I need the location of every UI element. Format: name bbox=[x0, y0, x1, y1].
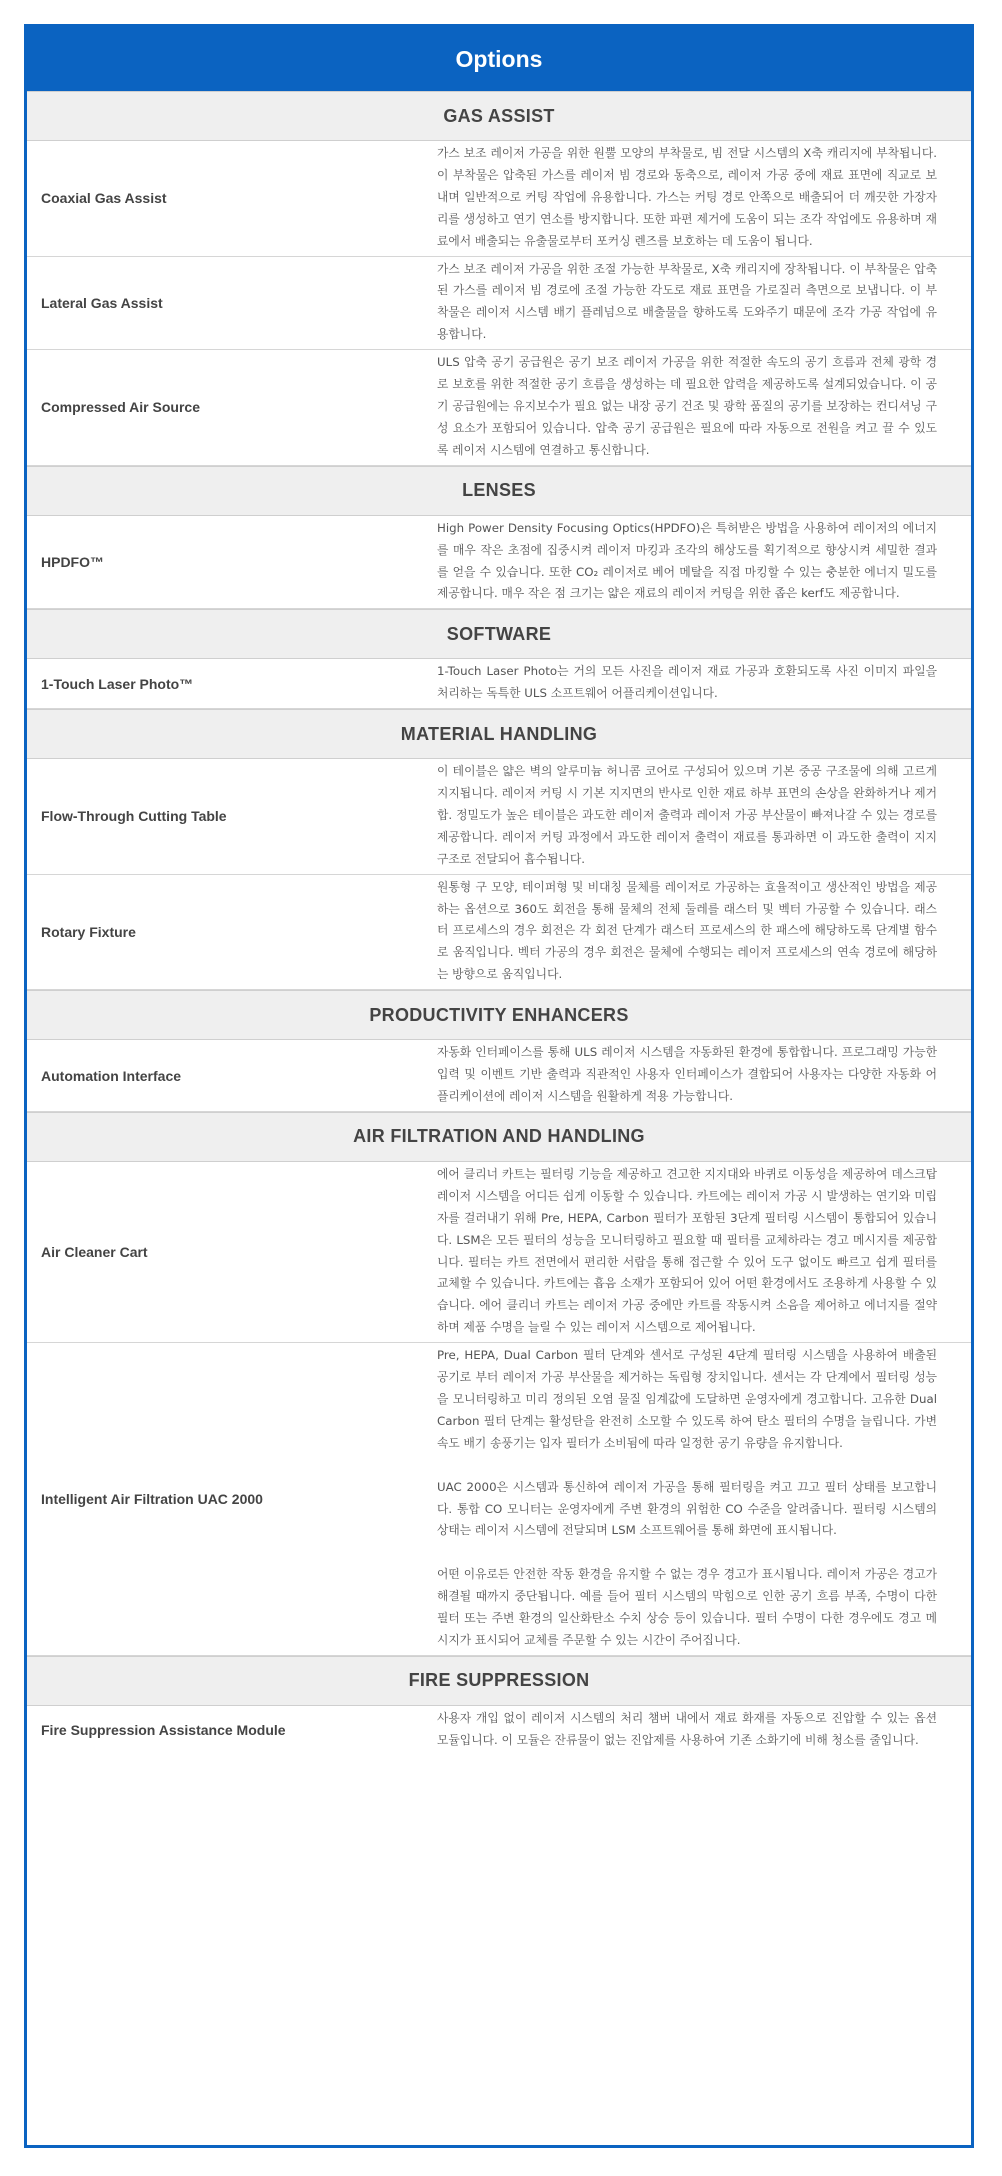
option-row-rotary-fixture bbox=[27, 875, 971, 991]
option-row-1-touch-laser-photo bbox=[27, 659, 971, 709]
option-name: Rotary Fixture bbox=[41, 923, 136, 940]
option-description: High Power Density Focusing Optics(HPDFO)은 특허받은 방법을 사용하여 레이저의 에너지를 매우 작은 초점에 집중시켜 레이저 마킹과 조각의 해상도를 획기적으로 향상시켜 세밀한 결과를 얻을 수 있습니다. 또한 CO₂ 레이저로 베어 메탈을 직접 마킹할 수 있는 충분한 에너지 밀도를 제공합니다. 매우 작은 점 크기는 얇은 재료의 레이저 커팅을 위한 좁은 kerf도 제공합니다. bbox=[437, 520, 937, 601]
option-name: 1-Touch Laser Photo™ bbox=[41, 675, 194, 692]
option-description: 가스 보조 레이저 가공을 위한 원뿔 모양의 부착물로, 빔 전달 시스템의 X축 캐리지에 부착됩니다. 이 부착물은 압축된 가스를 레이저 빔 경로와 동축으로, 레이저 가공 중에 재료 표면에 직교로 보내며 일반적으로 커팅 작업에 유용합니다. 가스는 커팅 경로 안쪽으로 배출되어 더 깨끗한 가장자리를 생성하고 연기 연소를 방지합니다. 또한 파편 제거에 도움이 되는 조각 작업에도 유용하며 재료에서 배출되는 유출물로부터 포커싱 렌즈를 보호하는 데 도움이 됩니다. bbox=[437, 146, 937, 248]
option-description: Pre, HEPA, Dual Carbon 필터 단계와 센서로 구성된 4단계 필터링 시스템을 사용하여 배출된 공기로 부터 레이저 가공 부산물을 제거하는 독립형 장치입니다. 센서는 각 단계에서 필터링 성능을 모니터링하고 미리 정의된 오염 물질 임계값에 도달하면 운영자에게 경고합니다. 고유한 Dual Carbon 필터 단계는 활성탄을 완전히 소모할 수 있도록 하여 탄소 필터의 수명을 늘립니다. 가변 속도 배기 송풍기는 입자 필터가 소비됨에 따라 일정한 공기 유량을 유지합니다. UAC 2000은 시스템과 통신하여 레이저 가공을 통해 필터링을 켜고 끄고 필터 상태를 보고합니다. 통합 CO 모니터는 운영자에게 주변 환경의 위험한 CO 수준을 알려줍니다. 필터링 시스템의 상태는 레이저 시스템에 전달되며 LSM 소프트웨어를 통해 화면에 표시됩니다. 어떤 이유로든 안전한 작동 환경을 유지할 수 없는 경우 경고가 표시됩니다. 레이저 가공은 경고가 해결될 때까지 중단됩니다. 예를 들어 필터 시스템의 막힘으로 인한 공기 흐름 부족, 수명이 다한 필터 또는 주변 환경의 일산화탄소 수치 상승 등이 있습니다. 필터 수명이 다한 경우에도 경고 메시지가 표시되어 교체를 주문할 수 있는 시간이 주어집니다. bbox=[437, 1348, 937, 1647]
option-description: 이 테이블은 얇은 벽의 알루미늄 허니콤 코어로 구성되어 있으며 기본 중공 구조물에 의해 고르게 지지됩니다. 레이저 커팅 시 기본 지지면의 반사로 인한 재료 하부 표면의 손상을 완화하거나 제거합. 정밀도가 높은 테이블은 과도한 레이저 출력과 레이저 가공 부산물이 빠져나갈 수 있는 경로를 제공합니다. 레이저 커팅 과정에서 과도한 레이저 출력이 재료를 통과하면 이 과도한 출력이 지지 구조로 전달되어 흡수됩니다. bbox=[437, 764, 937, 866]
option-description: 사용자 개입 없이 레이저 시스템의 처리 챔버 내에서 재료 화재를 자동으로 진압할 수 있는 옵션 모듈입니다. 이 모듈은 잔류물이 없는 진압제를 사용하여 기존 소화기에 비해 청소를 줄입니다. bbox=[437, 1710, 937, 1747]
option-row-coaxial-gas-assist bbox=[27, 141, 971, 257]
section-header-software: SOFTWARE bbox=[27, 609, 971, 659]
option-row-automation-interface bbox=[27, 1040, 971, 1112]
option-description: 자동화 인터페이스를 통해 ULS 레이저 시스템을 자동화된 환경에 통합합니다. 프로그래밍 가능한 입력 및 이벤트 기반 출력과 직관적인 사용자 인터페이스가 결합되어 사용자는 다양한 자동화 어플리케이션에 레이저 시스템을 원활하게 적용 가능합니다. bbox=[437, 1045, 937, 1103]
sections-container bbox=[27, 91, 971, 1755]
section-header-material-handling: MATERIAL HANDLING bbox=[27, 709, 971, 759]
option-row-flow-through-cutting-table bbox=[27, 759, 971, 875]
option-row-intelligent-air-filtration-uac-2000 bbox=[27, 1343, 971, 1656]
options-table bbox=[24, 24, 974, 2148]
option-row-fire-suppression-assistance-module bbox=[27, 1706, 971, 1755]
option-name: Fire Suppression Assistance Module bbox=[41, 1722, 286, 1739]
section-header-gas-assist: GAS ASSIST bbox=[27, 91, 971, 141]
option-name: Automation Interface bbox=[41, 1067, 182, 1084]
option-description: 1-Touch Laser Photo는 거의 모든 사진을 레이저 재료 가공과 호환되도록 사진 이미지 파일을 처리하는 독특한 ULS 소프트웨어 어플리케이션입니다. bbox=[437, 664, 937, 701]
section-header-lenses: LENSES bbox=[27, 466, 971, 516]
option-row-hpdfo bbox=[27, 516, 971, 610]
option-description: ULS 압축 공기 공급원은 공기 보조 레이저 가공을 위한 적절한 속도의 공기 흐름과 전체 광학 경로 보호를 위한 적절한 공기 흐름을 생성하는 데 필요한 압력을 제공하도록 설계되었습니다. 이 공기 공급원에는 유지보수가 필요 없는 내장 공기 건조 및 광학 품질의 공기를 보장하는 컨디셔닝 구성 요소가 포함되어 있습니다. 압축 공기 공급원은 필요에 따라 자동으로 전원을 켜고 끌 수 있도록 레이저 시스템에 연결하고 통신합니다. bbox=[437, 355, 937, 457]
section-header-air-filtration-and-handling: AIR FILTRATION AND HANDLING bbox=[27, 1112, 971, 1162]
option-description: 원통형 구 모양, 테이퍼형 및 비대칭 물체를 레이저로 가공하는 효율적이고 생산적인 방법을 제공하는 옵션으로 360도 회전을 통해 물체의 전체 둘레를 래스터 및 벡터 가공할 수 있습니다. 래스터 프로세스의 경우 회전은 각 회전 단계가 래스터 프로세스의 한 패스에 해당하도록 단계별 함수로 움직입니다. 벡터 가공의 경우 회전은 물체에 수행되는 레이저 프로세스의 연속 경로에 해당하는 방향으로 움직입니다. bbox=[437, 879, 937, 982]
option-name: Coaxial Gas Assist bbox=[41, 190, 167, 207]
option-name: Air Cleaner Cart bbox=[41, 1244, 148, 1261]
option-row-compressed-air-source bbox=[27, 350, 971, 466]
option-name: Lateral Gas Assist bbox=[41, 294, 163, 311]
option-name: HPDFO™ bbox=[41, 554, 104, 570]
option-name: Compressed Air Source bbox=[41, 399, 200, 416]
option-name: Flow-Through Cutting Table bbox=[41, 808, 227, 825]
option-row-lateral-gas-assist bbox=[27, 257, 971, 351]
option-description: 가스 보조 레이저 가공을 위한 조절 가능한 부착물로, X축 캐리지에 장착됩니다. 이 부착물은 압축된 가스를 레이저 빔 경로에 조절 가능한 각도로 재료 표면을 가로질러 측면으로 보냅니다. 이 부착물은 레이저 시스템 배기 플레넘으로 배출물을 향하도록 도와주기 때문에 조각 가공 작업에 유용합니다. bbox=[437, 261, 937, 342]
section-header-fire-suppression: FIRE SUPPRESSION bbox=[27, 1656, 971, 1706]
option-description: 에어 클리너 카트는 필터링 기능을 제공하고 견고한 지지대와 바퀴로 이동성을 제공하여 데스크탑 레이저 시스템을 어디든 쉽게 이동할 수 있습니다. 카트에는 레이저 가공 시 발생하는 연기와 미립자를 걸러내기 위해 Pre, HEPA, Carbon 필터가 포함된 3단계 필터링 시스템이 통합되어 있습니다. LSM은 모든 필터의 성능을 모니터링하고 필요할 때 필터를 교체하라는 경고 메시지를 제공합니다. 필터는 카트 전면에서 편리한 서랍을 통해 접근할 수 있어 도구 없이도 빠르고 쉽게 필터를 교체할 수 있습니다. 카트에는 흡음 소재가 포함되어 있어 어떤 환경에서도 조용하게 사용할 수 있습니다. 에어 클리너 카트는 레이저 가공 중에만 카트를 작동시켜 소음을 제어하고 에너지를 절약하며 제품 수명을 늘릴 수 있는 레이저 시스템으로 제어됩니다. bbox=[437, 1166, 937, 1335]
options-title: Options bbox=[27, 27, 971, 91]
option-row-air-cleaner-cart bbox=[27, 1162, 971, 1343]
option-name: Intelligent Air Filtration UAC 2000 bbox=[41, 1491, 263, 1507]
section-header-productivity-enhancers: PRODUCTIVITY ENHANCERS bbox=[27, 990, 971, 1040]
